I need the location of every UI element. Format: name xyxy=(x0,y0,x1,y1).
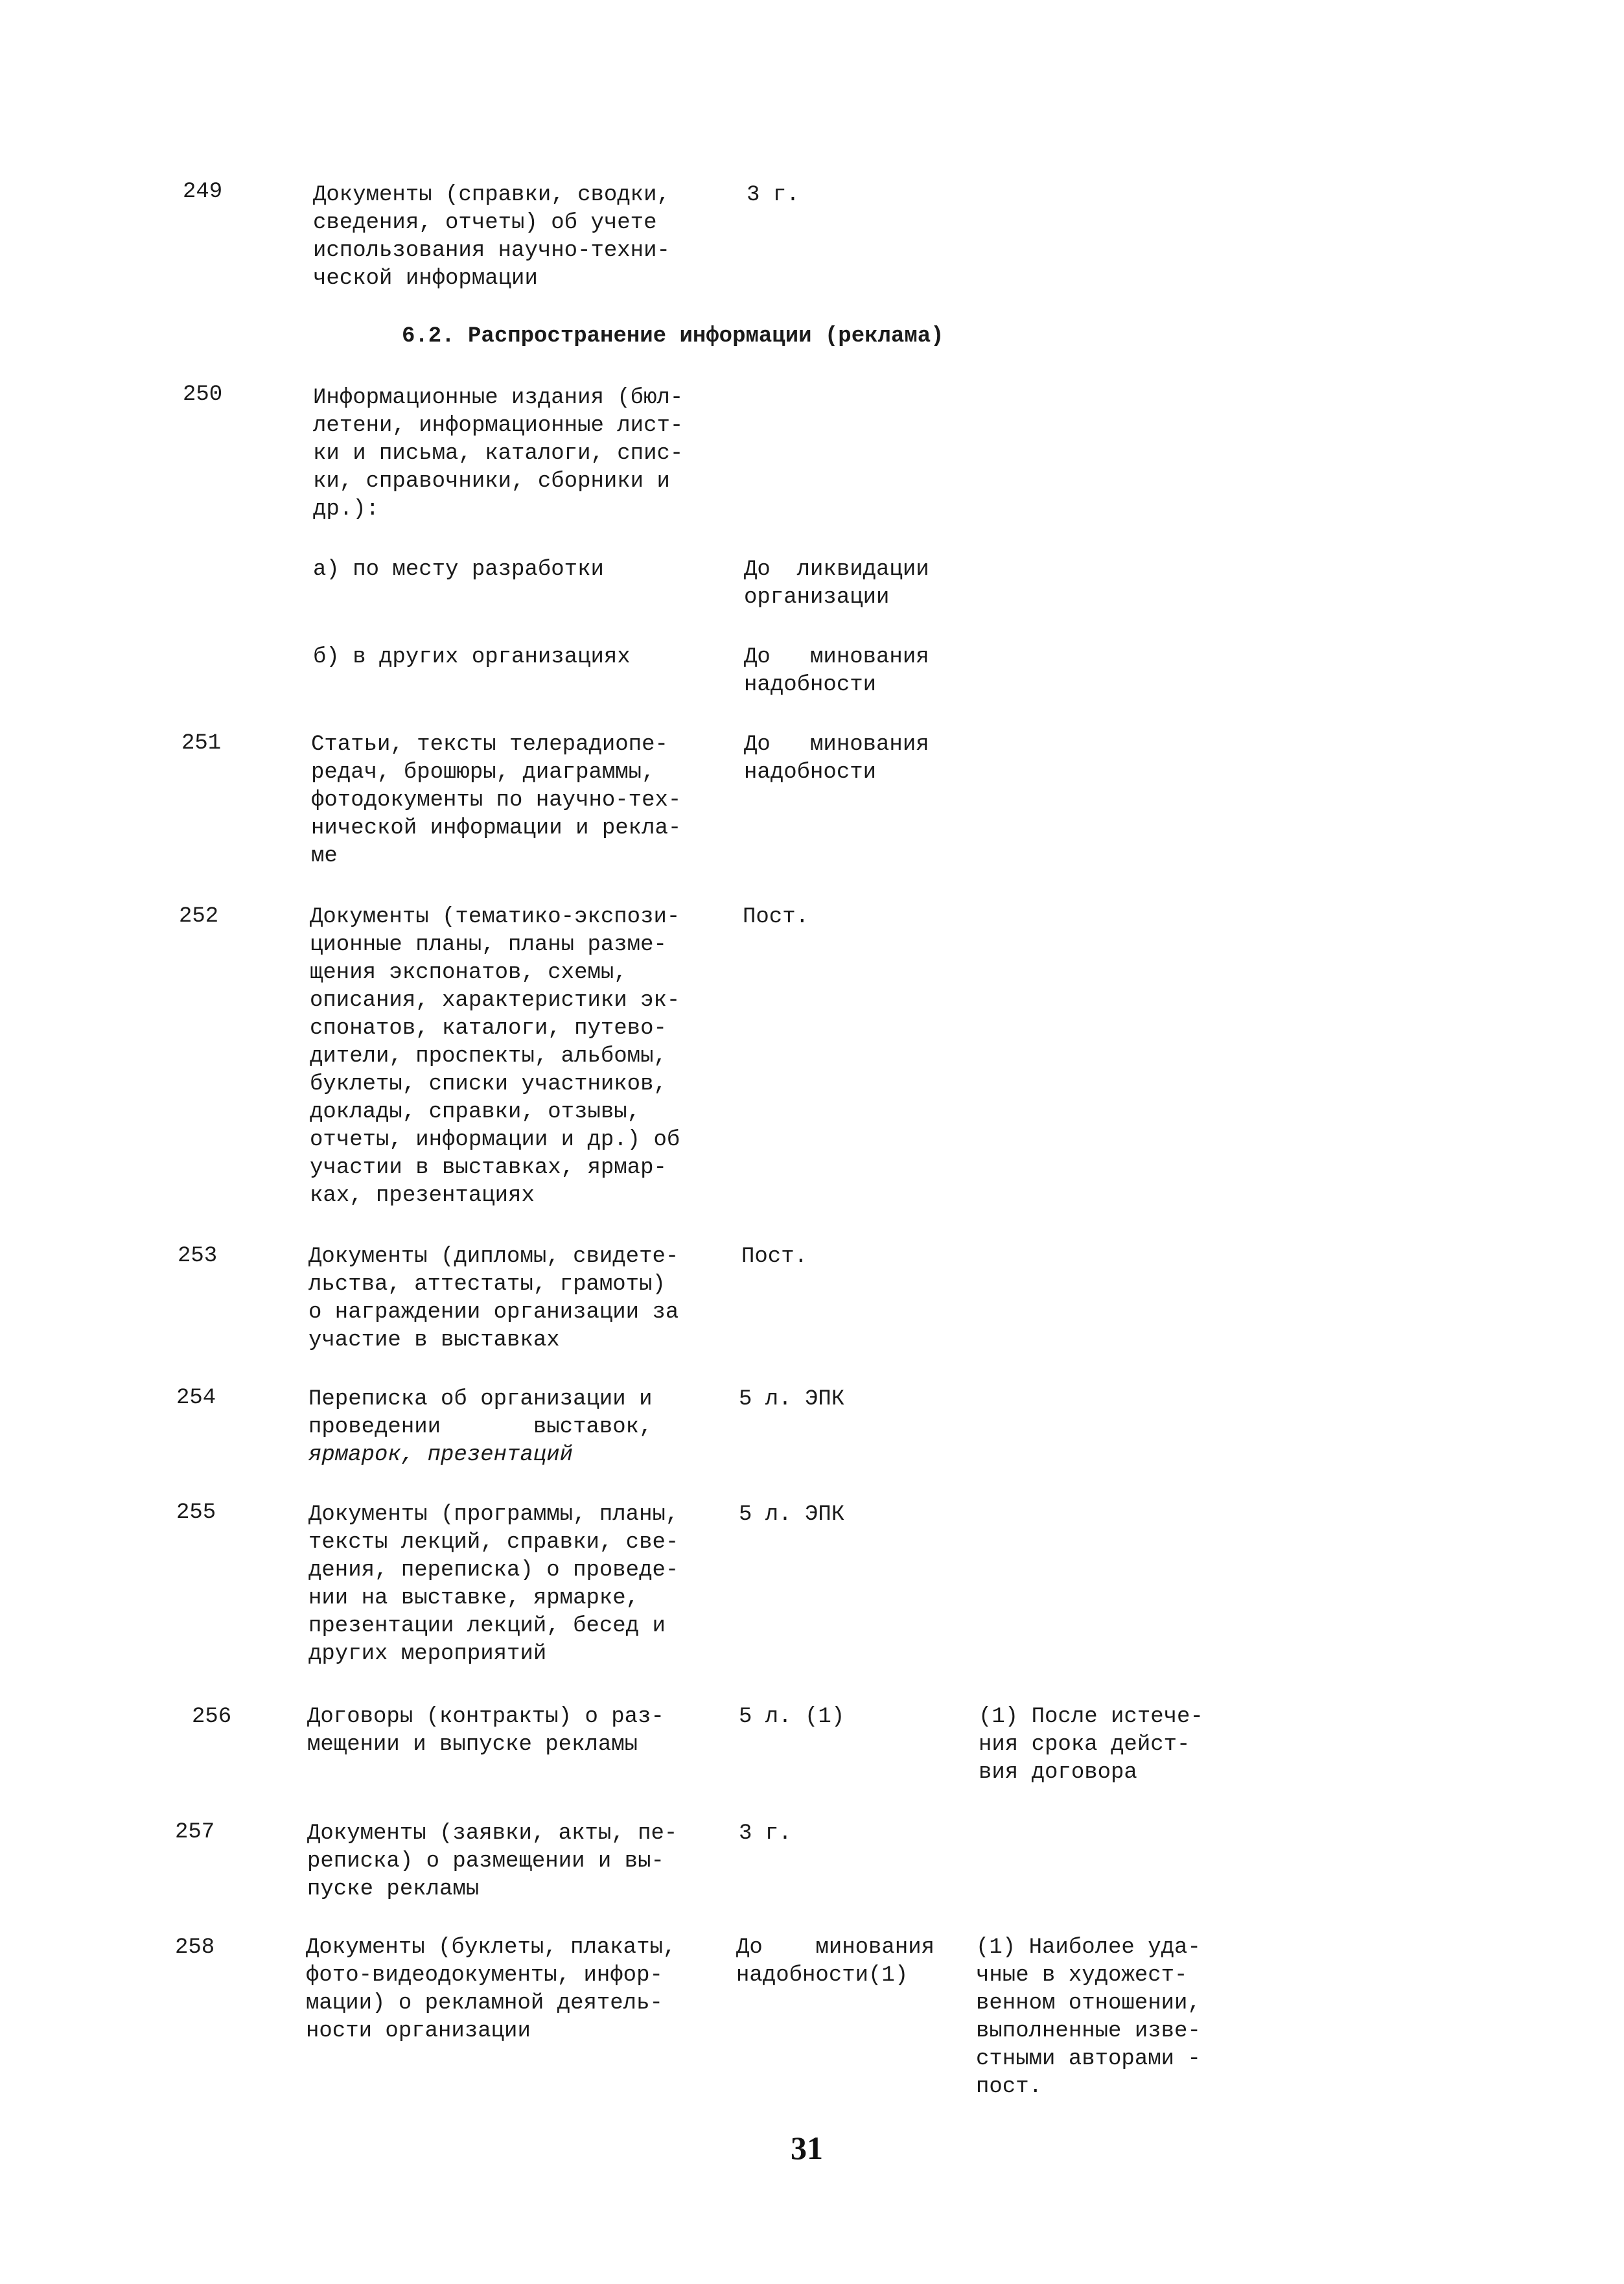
entry-term: До минования надобности xyxy=(744,732,929,785)
entry-number: 253 xyxy=(178,1244,218,1268)
entry-number: 251 xyxy=(181,731,222,756)
entry-term: До минования надобности(1) xyxy=(736,1935,935,1988)
entry-number: 256 xyxy=(192,1705,232,1729)
entry-description: Статьи, тексты телерадиопе- редач, брошюры, диаграммы, фотодокументы по научно-тех- нической информации и рекла- ме xyxy=(311,732,682,868)
entry-term: 5 л. ЭПК xyxy=(739,1502,845,1527)
entry-term: Пост. xyxy=(743,905,809,929)
entry-note: (1) Наиболее уда- чные в художест- венном отношении, выполненные изве- стными авторами - пост. xyxy=(976,1935,1201,2099)
entry-description: Документы (заявки, акты, пе- реписка) о размещении и вы- пуске рекламы xyxy=(307,1821,678,1902)
entry-number: 254 xyxy=(176,1386,216,1410)
entry-term: До ликвидации организации xyxy=(744,557,929,610)
entry-number: 257 xyxy=(175,1820,215,1845)
entry-description: а) по месту разработки xyxy=(313,557,604,582)
entry-note: (1) После истече- ния срока дейст- вия договора xyxy=(979,1705,1203,1785)
entry-number: 252 xyxy=(179,904,219,929)
entry-description: Документы (дипломы, свидете- льства, аттестаты, грамоты) о награждении организации за участие в выставках xyxy=(308,1244,679,1353)
entry-term: 3 г. xyxy=(747,183,800,207)
entry-description: Документы (буклеты, плакаты, фото-видеодокументы, инфор- мации) о рекламной деятель- ности организации xyxy=(306,1935,677,2044)
entry-description: Переписка об организации и проведении выставок, xyxy=(308,1387,653,1439)
entry-description: Документы (тематико-экспози- ционные планы, планы разме- щения экспонатов, схемы, описания, характеристики эк- спонатов, каталоги, путево- дители, проспекты, альбомы, буклеты, списки участников, доклады, справки, отзывы, отчеты, информации и др.) об участии в выставках, ярмар- ках, презентациях xyxy=(310,905,680,1208)
entry-number: 250 xyxy=(183,382,223,407)
entry-number: 249 xyxy=(183,180,223,204)
entry-number: 255 xyxy=(176,1500,216,1525)
entry-term: 5 л. ЭПК xyxy=(739,1387,845,1412)
entry-number: 258 xyxy=(175,1935,215,1960)
entry-term: 5 л. (1) xyxy=(739,1705,845,1729)
page-number: 31 xyxy=(791,2130,823,2166)
section-heading: 6.2. Распространение информации (реклама) xyxy=(402,324,944,349)
entry-term: 3 г. xyxy=(739,1821,792,1846)
entry-description: Информационные издания (бюл- летени, информационные лист- ки и письма, каталоги, спис- ки, справочники, сборники и др.): xyxy=(313,386,684,522)
entry-description: б) в других организациях xyxy=(313,645,631,670)
entry-term: До минования надобности xyxy=(744,645,929,697)
entry-description-italic: ярмарок, презентаций xyxy=(308,1443,574,1467)
entry-term: Пост. xyxy=(741,1244,808,1269)
entry-description: Документы (справки, сводки, сведения, отчеты) об учете использования научно-техни- ческой информации xyxy=(313,183,670,291)
entry-description: Документы (программы, планы, тексты лекций, справки, све- дения, переписка) о проведе- нии на выставке, ярмарке, презентации лекций, бесед и других мероприятий xyxy=(308,1502,679,1666)
entry-description: Договоры (контракты) о раз- мещении и выпуске рекламы xyxy=(307,1705,664,1757)
